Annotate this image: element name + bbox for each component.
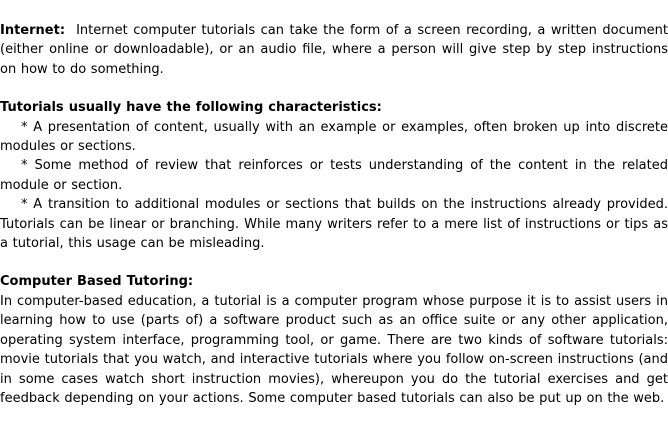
- internet-paragraph: [0, 21, 668, 79]
- internet-text: Internet computer tutorials can take the form of a screen recording, a written document (either online or downloadable), or an audio file, where a person will give step by step instructions on how to do something.: [0, 23, 668, 77]
- characteristic-item-transition: * A transition to additional modules or sections that builds on the instructions already provided. Tutorials can be linear or branching. While many writers refer to a mere list of instructions or tips as a tutorial, this usage can be misleading.: [0, 197, 668, 252]
- characteristic-item-presentation: * A presentation of content, usually with an example or examples, often broken up into discrete modules or sections.: [0, 119, 668, 155]
- computer-based-paragraph: In computer-based education, a tutorial is a computer program whose purpose it is to assist users in learning how to use (parts of) a software product such as an office suite or any other application, operating system interface, programming tool, or game. There are two kinds of software tutorials: movie tutorials that you watch, and interactive tutorials where you follow on-screen instructions (and in some cases watch short instruction movies), whereupon you do the tutorial exercises and get feedback depending on your actions. Some computer based tutorials can also be put up on the web.: [0, 293, 668, 406]
- internet-label: Internet:: [0, 23, 66, 38]
- characteristics-heading: Tutorials usually have the following characteristics:: [0, 100, 382, 116]
- characteristic-item-review: * Some method of review that reinforces or tests understanding of the content in the related module or section.: [0, 158, 668, 193]
- computer-based-heading: Computer Based Tutoring:: [0, 274, 194, 290]
